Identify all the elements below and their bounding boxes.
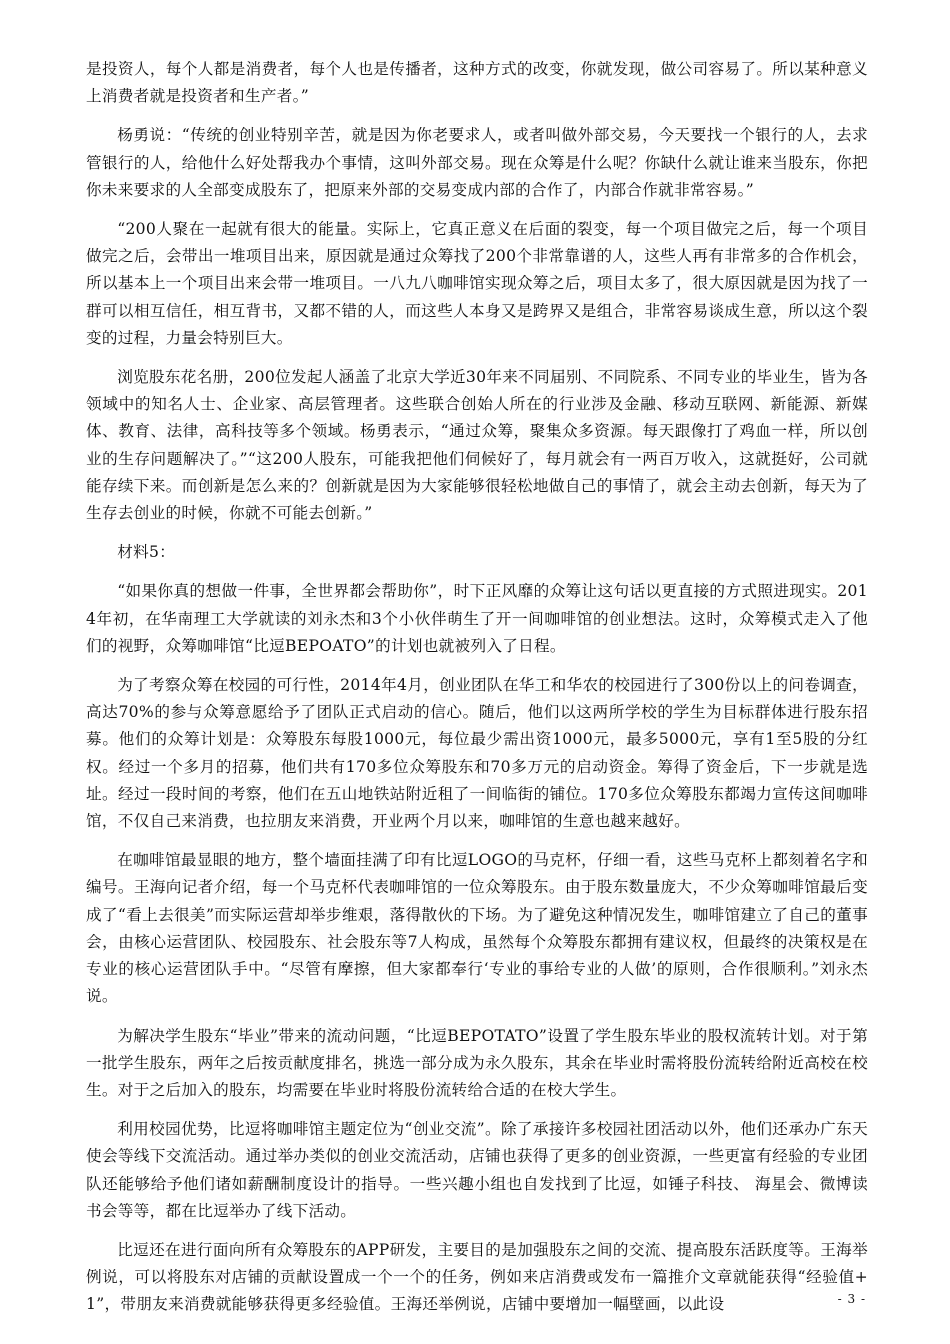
page-number: - 3 - xyxy=(837,1292,866,1306)
paragraph-4: 浏览股东花名册，200位发起人涵盖了北京大学近30年来不同届别、不同院系、不同专业的毕业生，皆为各领域中的知名人士、企业家、高层管理者。这些联合创始人所在的行业涉及金融、移动互联网、新能源、新媒体、教育、法律，高科技等多个领域。杨勇表示，“通过众筹，聚集众多资源。每天跟像打了鸡血一样，所以创业的生存问题解决了。”“这200人股东，可能我把他们伺候好了，每月就会有一两百万收入，这就挺好，公司就能存续下来。而创新是怎么来的？创新就是因为大家能够很轻松地做自己的事情了，就会主动去创新，每天为了生存去创业的时候，你就不可能去创新。” xyxy=(86,368,868,523)
paragraph-1: 是投资人，每个人都是消费者，每个人也是传播者，这种方式的改变，你就发现，做公司容易了。所以某种意义上消费者就是投资者和生产者。” xyxy=(86,60,868,106)
paragraph-2: 杨勇说：“传统的创业特别辛苦，就是因为你老要求人，或者叫做外部交易，今天要找一个银行的人，去求管银行的人，给他什么好处帮我办个事情，这叫外部交易。现在众筹是什么呢？你缺什么就让谁来当股东，你把你未来要求的人全部变成股东了，把原来外部的交易变成内部的合作了，内部合作就非常容易。” xyxy=(86,126,868,199)
document-body xyxy=(86,56,868,1319)
paragraph-10: 利用校园优势，比逗将咖啡馆主题定位为“创业交流”。除了承接许多校园社团活动以外，他们还承办广东天使会等线下交流活动。通过举办类似的创业交流活动，店铺也获得了更多的创业资源，一些更富有经验的专业团队还能够给予他们诸如薪酬制度设计的指导。一些兴趣小组也自发找到了比逗，如锤子科技、 海星会、微博读书会等等，都在比逗举办了线下活动。 xyxy=(86,1120,868,1220)
paragraph-6: “如果你真的想做一件事，全世界都会帮助你”，时下正风靡的众筹让这句话以更直接的方式照进现实。2014年初，在华南理工大学就读的刘永杰和3个小伙伴萌生了开一间咖啡馆的创业想法。这时，众筹模式走入了他们的视野，众筹咖啡馆“比逗BEPOATO”的计划也就被列入了日程。 xyxy=(86,582,868,655)
paragraph-3: “200人聚在一起就有很大的能量。实际上，它真正意义在后面的裂变，每一个项目做完之后，每一个项目做完之后，会带出一堆项目出来，原因就是通过众筹找了200个非常靠谱的人，这些人再有非常多的合作机会，所以基本上一个项目出来会带一堆项目。一八九八咖啡馆实现众筹之后，项目太多了，很大原因就是因为找了一群可以相互信任，相互背书，又都不错的人，而这些人本身又是跨界又是组合，非常容易谈成生意，所以这个裂变的过程，力量会特别巨大。 xyxy=(86,220,868,347)
paragraph-8: 在咖啡馆最显眼的地方，整个墙面挂满了印有比逗LOGO的马克杯，仔细一看，这些马克杯上都刻着名字和编号。王海向记者介绍，每一个马克杯代表咖啡馆的一位众筹股东。由于股东数量庞大，不少众筹咖啡馆最后变成了“看上去很美”而实际运营却举步维艰，落得散伙的下场。为了避免这种情况发生，咖啡馆建立了自己的董事会，由核心运营团队、校园股东、社会股东等7人构成，虽然每个众筹股东都拥有建议权，但最终的决策权是在专业的核心运营团队手中。“尽管有摩擦，但大家都奉行‘专业的事给专业的人做’的原则，合作很顺利。”刘永杰说。 xyxy=(86,851,868,1006)
paragraph-9: 为解决学生股东“毕业”带来的流动问题，“比逗BEPOTATO”设置了学生股东毕业的股权流转计划。对于第一批学生股东，两年之后按贡献度排名，挑选一部分成为永久股东，其余在毕业时需将股份流转给附近高校在校生。对于之后加入的股东，均需要在毕业时将股份流转给合适的在校大学生。 xyxy=(86,1026,868,1099)
material-heading: 材料5： xyxy=(117,543,176,562)
paragraph-7: 为了考察众筹在校园的可行性，2014年4月，创业团队在华工和华农的校园进行了300份以上的问卷调查，高达70%的参与众筹意愿给予了团队正式启动的信心。随后，他们以这两所学校的学生为目标群体进行股东招募。他们的众筹计划是：众筹股东每股1000元，每位最少需出资1000元，最多5000元，享有1至5股的分红权。经过一个多月的招募，他们共有170多位众筹股东和70多万元的启动资金。筹得了资金后，下一步就是选址。经过一段时间的考察，他们在五山地铁站附近租了一间临街的铺位。170多位众筹股东都竭力宣传这间咖啡馆，不仅自己来消费，也拉朋友来消费，开业两个月以来，咖啡馆的生意也越来越好。 xyxy=(86,676,868,831)
paragraph-11: 比逗还在进行面向所有众筹股东的APP研发，主要目的是加强股东之间的交流、提高股东活跃度等。王海举例说，可以将股东对店铺的贡献设置成一个一个的任务，例如来店消费或发布一篇推介文章就能获得“经验值+1”，带朋友来消费就能够获得更多经验值。王海还举例说，店铺中要增加一幅壁画，以此设 xyxy=(86,1240,868,1314)
